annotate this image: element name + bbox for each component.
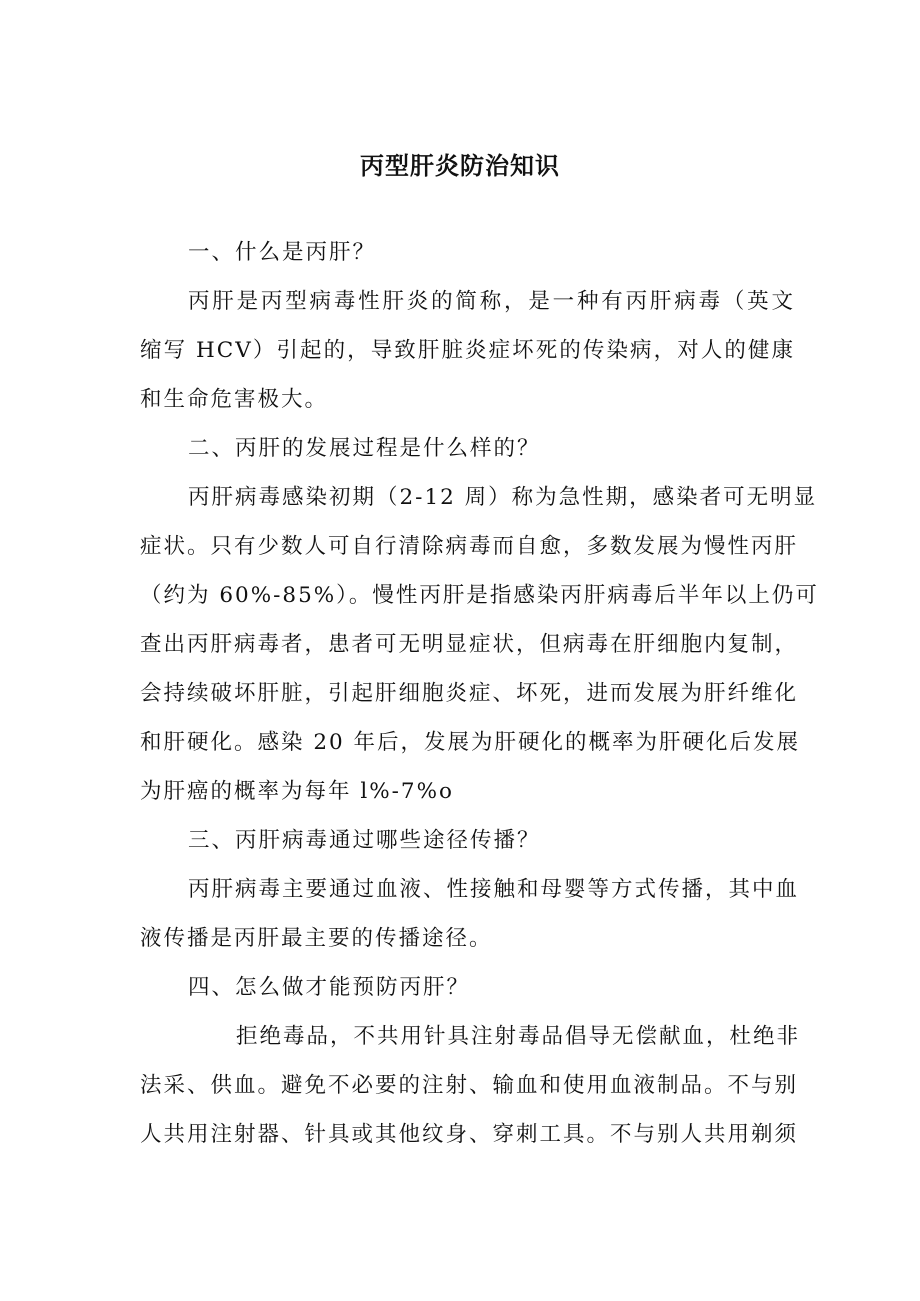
paragraph-line: 和肝硬化。感染 20 年后，发展为肝硬化的概率为肝硬化后发展 [140, 730, 801, 755]
heading-transmission-routes: 三、丙肝病毒通过哪些途径传播？ [188, 828, 541, 853]
heading-prevention: 四、怎么做才能预防丙肝？ [188, 975, 471, 1000]
heading-what-is-hepatitis-c: 一、什么是丙肝？ [188, 240, 377, 265]
paragraph-line: （约为 60%-85%）。慢性丙肝是指感染丙肝病毒后半年以上仍可 [140, 583, 819, 608]
paragraph-line: 查出丙肝病毒者，患者可无明显症状，但病毒在肝细胞内复制， [140, 632, 799, 657]
document-body [140, 228, 819, 1159]
paragraph-line: 和生命危害极大。 [140, 387, 329, 412]
heading-disease-progression: 二、丙肝的发展过程是什么样的？ [188, 436, 541, 461]
paragraph-line: 会持续破坏肝脏，引起肝细胞炎症、坏死，进而发展为肝纤维化 [140, 681, 799, 706]
paragraph-line: 缩写 HCV）引起的，导致肝脏炎症坏死的传染病，对人的健康 [140, 338, 795, 363]
paragraph-line: 丙肝病毒主要通过血液、性接触和母婴等方式传播，其中血 [188, 877, 800, 902]
paragraph-line: 丙肝病毒感染初期（2-12 周）称为急性期，感染者可无明显 [188, 485, 818, 510]
paragraph-line: 症状。只有少数人可自行清除病毒而自愈，多数发展为慢性丙肝 [140, 534, 799, 559]
paragraph-line: 丙肝是丙型病毒性肝炎的简称，是一种有丙肝病毒（英文 [188, 289, 795, 314]
paragraph-line: 法采、供血。避免不必要的注射、输血和使用血液制品。不与别 [140, 1073, 799, 1098]
paragraph-line: 液传播是丙肝最主要的传播途径。 [140, 926, 493, 951]
paragraph-line: 人共用注射器、针具或其他纹身、穿刺工具。不与别人共用剃须 [140, 1122, 799, 1147]
document-title: 丙型肝炎防治知识 [360, 152, 560, 180]
paragraph-line: 拒绝毒品，不共用针具注射毒品倡导无偿献血，杜绝非 [236, 1024, 801, 1049]
paragraph-line: 为肝癌的概率为每年 l%-7%o [140, 779, 454, 804]
